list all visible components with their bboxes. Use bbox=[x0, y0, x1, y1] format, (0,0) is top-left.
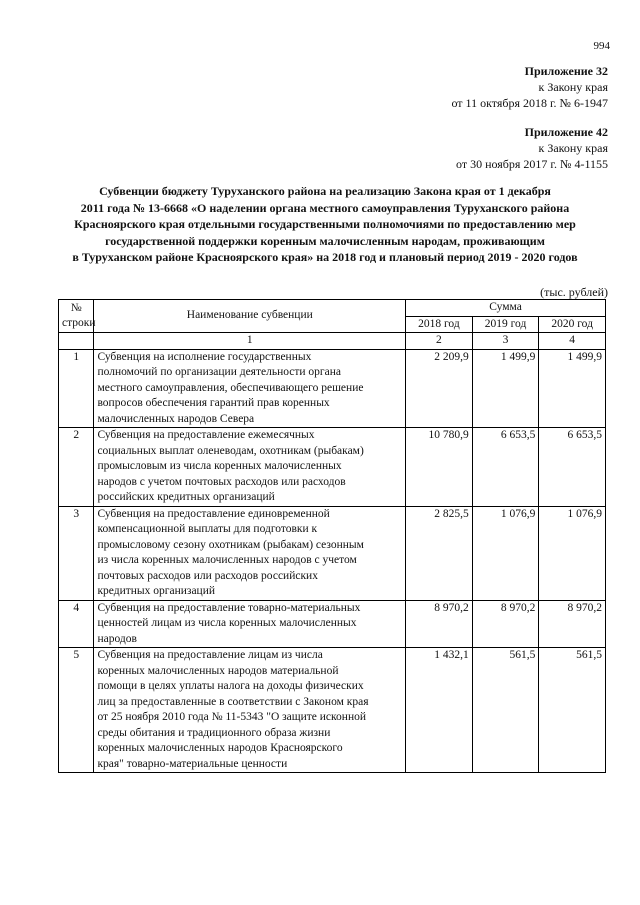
amount-2018: 10 780,9 bbox=[406, 428, 473, 507]
amount-2019: 1 076,9 bbox=[472, 506, 539, 600]
subsidy-name-line: российских кредитных организаций bbox=[97, 491, 275, 503]
row-number: 5 bbox=[59, 648, 94, 773]
subsidy-name-line: края" товарно-материальные ценности bbox=[97, 757, 288, 770]
column-number: 2 bbox=[406, 333, 473, 350]
subsidy-name-line: Субвенция на исполнение государственных bbox=[97, 350, 312, 363]
table-row bbox=[59, 428, 606, 507]
heading-line: 2011 года № 13-6668 «О наделении органа местного самоуправления Туруханского района bbox=[80, 200, 570, 215]
subsidy-name bbox=[94, 506, 406, 600]
column-number bbox=[59, 333, 94, 350]
subsidy-name-line: кредитных организаций bbox=[97, 585, 216, 597]
column-number-row bbox=[59, 333, 606, 350]
row-number: 1 bbox=[59, 349, 94, 428]
amount-2018: 1 432,1 bbox=[406, 648, 473, 773]
row-number: 4 bbox=[59, 600, 94, 648]
subsidies-table bbox=[58, 299, 606, 773]
subsidy-name bbox=[94, 349, 406, 428]
row-number: 3 bbox=[59, 506, 94, 600]
heading-line: Субвенции бюджету Туруханского района на реализацию Закона края от 1 декабря bbox=[99, 184, 551, 198]
appendix-title: Приложение 42 bbox=[524, 125, 608, 139]
amount-2020: 1 076,9 bbox=[539, 506, 606, 600]
header-row-number bbox=[59, 300, 94, 333]
amount-2020: 6 653,5 bbox=[539, 428, 606, 507]
subsidy-name-line: малочисленных народов Севера bbox=[97, 412, 255, 425]
column-number: 1 bbox=[94, 333, 406, 350]
appendix-law-ref: к Закону края bbox=[538, 141, 608, 155]
amount-2019: 6 653,5 bbox=[472, 428, 539, 507]
units-label: (тыс. рублей) bbox=[540, 285, 608, 299]
page-number: 994 bbox=[593, 40, 610, 52]
table-row bbox=[59, 648, 606, 773]
header-year-2018: 2018 год bbox=[406, 316, 473, 333]
appendix-block-42 bbox=[456, 124, 608, 172]
subsidy-name-line: компенсационной выплаты для подготовки к bbox=[97, 523, 318, 535]
appendix-law-date: от 30 ноября 2017 г. № 4-1155 bbox=[456, 157, 608, 171]
subsidy-name-line: коренных малочисленных народов материальной bbox=[97, 664, 339, 677]
header-sum: Сумма bbox=[406, 300, 606, 317]
header-year-2019: 2019 год bbox=[472, 316, 539, 333]
subsidy-name-line: помощи в целях уплаты налога на доходы физических bbox=[97, 680, 364, 692]
heading-line: в Туруханском районе Красноярского края» на 2018 год и плановый период 2019 - 2020 годов bbox=[72, 250, 578, 264]
subsidy-name-line: из числа коренных малочисленных народов с учетом bbox=[97, 554, 357, 566]
table-row bbox=[59, 506, 606, 600]
amount-2020: 8 970,2 bbox=[539, 600, 606, 648]
subsidy-name-line: Субвенция на предоставление товарно-материальных bbox=[97, 601, 361, 614]
amount-2019: 8 970,2 bbox=[472, 600, 539, 648]
subsidy-name-line: промысловым из числа коренных малочисленных bbox=[97, 460, 342, 472]
appendix-law-date: от 11 октября 2018 г. № 6-1947 bbox=[451, 96, 608, 110]
subsidy-name bbox=[94, 600, 406, 648]
heading-line: Красноярского края отдельными государственными полномочиями по предоставлению мер bbox=[74, 217, 576, 231]
subsidy-name-line: среды обитания и традиционного образа жизни bbox=[97, 726, 331, 739]
header-year-2020: 2020 год bbox=[539, 316, 606, 333]
subsidy-name bbox=[94, 428, 406, 507]
subsidy-name-line: ценностей лицам из числа коренных малочисленных bbox=[97, 617, 357, 629]
subsidy-name-line: от 25 ноября 2010 года № 11-5343 "О защите исконной bbox=[97, 711, 367, 723]
subsidy-name-line: вопросов обеспечения гарантий прав коренных bbox=[97, 397, 330, 409]
subsidy-name-line: местного самоуправления, обеспечивающего решение bbox=[97, 381, 364, 394]
row-number: 2 bbox=[59, 428, 94, 507]
subsidy-name-line: Субвенция на предоставление лицам из числа bbox=[97, 649, 323, 661]
amount-2020: 1 499,9 bbox=[539, 349, 606, 428]
document-heading bbox=[60, 183, 590, 266]
appendix-title: Приложение 32 bbox=[524, 64, 608, 78]
column-number: 3 bbox=[472, 333, 539, 350]
header-no-symbol: № bbox=[70, 301, 82, 314]
header-subsidy-name: Наименование субвенции bbox=[94, 300, 406, 333]
subsidy-name-line: Субвенция на предоставление единовременной bbox=[97, 507, 330, 520]
subsidy-name-line: лиц за предоставленные в соответствии с Законом края bbox=[97, 695, 369, 708]
subsidy-name-line: народов bbox=[97, 632, 137, 645]
table-row bbox=[59, 349, 606, 428]
amount-2020: 561,5 bbox=[539, 648, 606, 773]
subsidy-name-line: промысловому сезону охотникам (рыбакам) сезонным bbox=[97, 538, 364, 551]
subsidy-name-line: почтовых расходов или расходов российских bbox=[97, 569, 318, 582]
subsidy-name-line: социальных выплат оленеводам, охотникам (рыбакам) bbox=[97, 444, 364, 457]
subsidy-name bbox=[94, 648, 406, 773]
heading-line: государственной поддержки коренным малочисленным народам, проживающим bbox=[105, 233, 545, 248]
column-number: 4 bbox=[539, 333, 606, 350]
table-row bbox=[59, 600, 606, 648]
amount-2019: 1 499,9 bbox=[472, 349, 539, 428]
appendix-law-ref: к Закону края bbox=[538, 80, 608, 94]
subsidy-name-line: коренных малочисленных народов Красноярского bbox=[97, 742, 343, 754]
amount-2018: 2 825,5 bbox=[406, 506, 473, 600]
subsidy-name-line: Субвенция на предоставление ежемесячных bbox=[97, 429, 315, 441]
amount-2018: 2 209,9 bbox=[406, 349, 473, 428]
amount-2019: 561,5 bbox=[472, 648, 539, 773]
subsidy-name-line: полномочий по организации деятельности органа bbox=[97, 366, 342, 378]
appendix-block-32 bbox=[451, 63, 608, 111]
subsidy-name-line: народов с учетом почтовых расходов или расходов bbox=[97, 475, 346, 488]
header-no-label: строки bbox=[62, 317, 96, 329]
amount-2018: 8 970,2 bbox=[406, 600, 473, 648]
